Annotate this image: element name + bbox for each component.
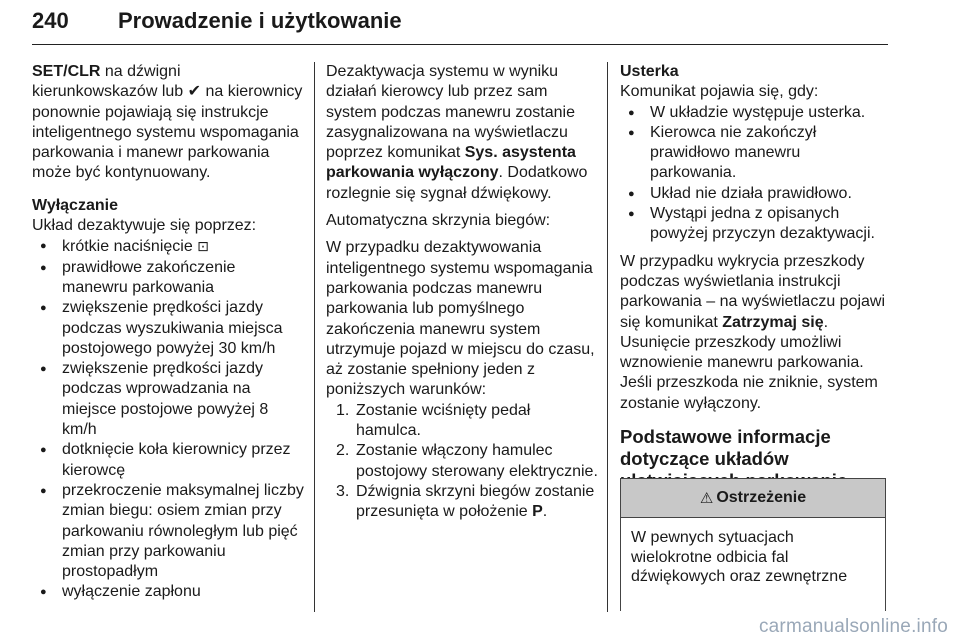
fault-heading: Usterka (620, 63, 679, 80)
resume-paragraph: Usunięcie przeszkody umożliwi wznowienie manewru parkowania. Jeśli przeszkoda nie zniknie, system zostanie wyłączony. (620, 333, 878, 412)
warning-box (620, 478, 886, 611)
obstacle-paragraph: W przypadku wykrycia przeszkody podczas wyświetlania instrukcji parkowania – na wyświetlaczu pojawi się komunikat Zatrzymaj się. (620, 252, 886, 331)
warning-icon: ⚠ (699, 490, 714, 507)
column-2 (326, 62, 598, 523)
list-item: ● krótkie naciśnięcie ⊡ (32, 236, 304, 257)
off-text: Układ dezaktywuje się poprzez: (32, 217, 257, 235)
column-1 (32, 62, 304, 603)
warning-text: W pewnych sytuacjach wielokrotne odbicia fal dźwiękowych oraz zewnętrzne (631, 529, 848, 585)
intro-paragraph (32, 62, 304, 184)
stop-message-label: Zatrzymaj się (722, 313, 824, 331)
fault-text: Komunikat pojawia się, gdy: (620, 83, 819, 101)
column-divider (607, 62, 608, 612)
list-item: ● prawidłowe zakończenie manewru parkowania (32, 258, 304, 299)
park-assist-icon: ⊡ (197, 238, 209, 255)
list-item: ● Układ nie działa prawidłowo. (620, 184, 888, 204)
list-item: ● zwiększenie prędkości jazdy podczas wyszukiwania miejsca postojowego powyżej 30 km/h (32, 298, 304, 359)
list-item: ● Kierowca nie zakończył prawidłowo manewru parkowania. (620, 123, 888, 184)
page-header (32, 6, 888, 45)
set-clr-label: SET/CLR (32, 63, 101, 80)
numbered-item: 3. Dźwignia skrzyni biegów zostanie przesunięta w położenie P. (336, 482, 595, 521)
page-number: 240 (32, 8, 69, 33)
list-item: ● zwiększenie prędkości jazdy podczas wprowadzania na miejsce postojowe powyżej 8 km/h (32, 359, 304, 440)
warning-header (621, 479, 885, 518)
auto-gearbox-paragraph: W przypadku dezaktywowania inteligentnego systemu wspomagania parkowania podczas manewru parkowania lub pomyślnego zakończenia manewru system utrzymuje pojazd w miejscu do czasu, aż zostanie spełniony jeden z poniższych warunków: (326, 239, 595, 399)
list-item: ● wyłączenie zapłonu (32, 582, 304, 602)
numbered-item: 2. Zostanie włączony hamulec postojowy sterowany elektrycznie. (336, 442, 598, 480)
page-title: Prowadzenie i użytkowanie (118, 8, 402, 33)
column-divider (314, 62, 315, 612)
column-3 (620, 62, 888, 492)
warning-title: Ostrzeżenie (716, 489, 807, 506)
list-item: ● przekroczenie maksymalnej liczby zmian biegu: osiem zmian przy parkowaniu równoległym lub pięć zmian przy parkowaniu prostopadłym (32, 481, 304, 582)
list-item: ● Wystąpi jedna z opisanych powyżej przyczyn dezaktywacji. (620, 204, 888, 245)
message-label: Sys. asystenta parkowania wyłączony (326, 144, 576, 182)
off-heading: Wyłączanie (32, 196, 118, 214)
list-item: ● dotknięcie koła kierownicy przez kierowcę (32, 440, 304, 481)
intro-text: na dźwigni kierunkowskazów lub ✔ na kierownicy ponownie pojawiają się instrukcje inteligentnego systemu wspomagania parkowania i manewr parkowania może być kontynuowany. (32, 63, 303, 182)
section-title: Podstawowe informacje dotyczące układów (620, 426, 831, 470)
list-item: ● W układzie występuje usterka. (620, 103, 888, 123)
deactivation-paragraph: Dezaktywacja systemu w wyniku działań kierowcy lub przez sam system podczas manewru zostanie zasygnalizowana na wyświetlaczu poprzez komunikat Sys. asystenta parkowania wyłączony. Dodatkowo rozlegnie się sygnał dźwiękowy. (326, 63, 588, 202)
watermark-url: carmanualsonline.info (758, 616, 948, 637)
auto-gearbox-label: Automatyczna skrzynia biegów: (326, 212, 551, 230)
numbered-item: 1. Zostanie wciśnięty pedał hamulca. (336, 401, 531, 440)
